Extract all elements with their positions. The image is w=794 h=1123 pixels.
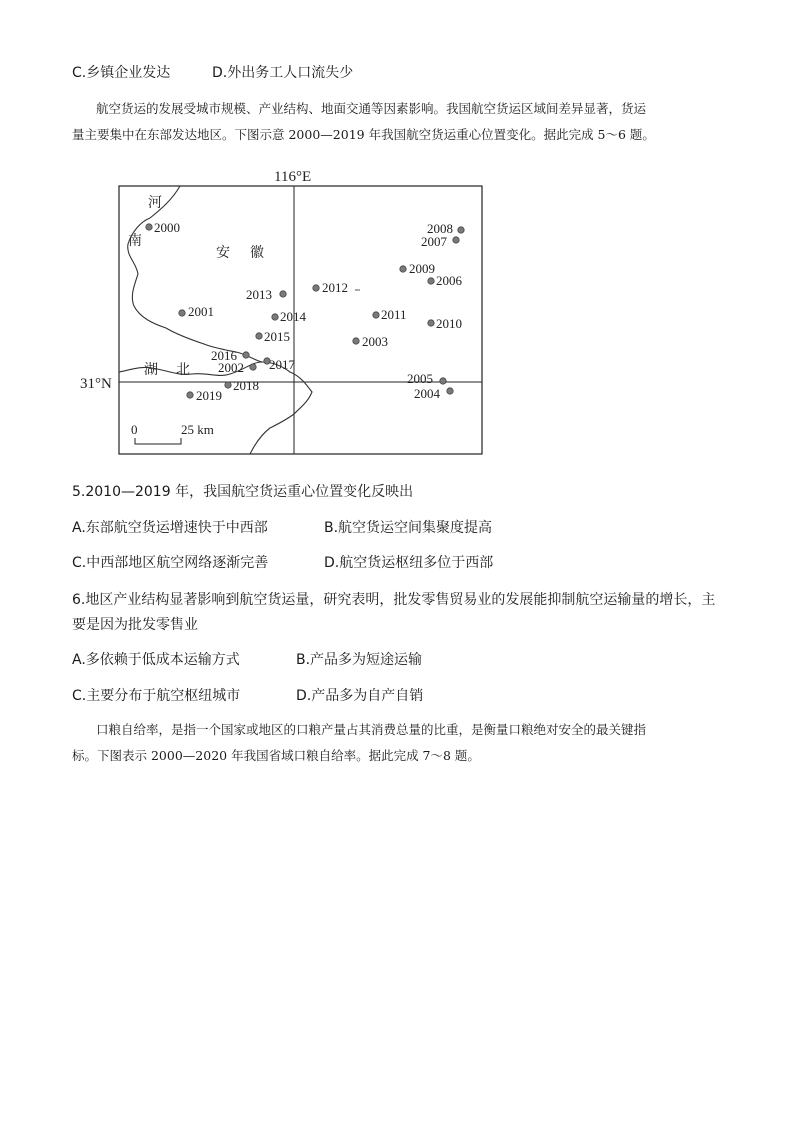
point-label-2003: 2003 <box>362 334 388 349</box>
q6-option-d: D.产品多为自产自销 <box>296 688 424 704</box>
lon-label: 116°E <box>274 169 312 185</box>
q5-option-b: B.航空货运空间集聚度提高 <box>324 520 493 536</box>
region-anhui-1: 安 <box>216 245 230 261</box>
point-2018 <box>225 382 231 388</box>
point-label-2013: 2013 <box>246 287 272 302</box>
cargo-center-map <box>0 0 794 470</box>
point-label-2005: 2005 <box>407 371 433 386</box>
point-2010 <box>428 320 434 326</box>
point-2002 <box>250 364 256 370</box>
point-label-2006: 2006 <box>436 273 462 288</box>
option-c-prev: C.乡镇企业发达 <box>72 65 171 81</box>
point-2013 <box>280 291 286 297</box>
point-2007 <box>453 237 459 243</box>
point-label-2007: 2007 <box>421 234 447 249</box>
point-label-2014: 2014 <box>280 309 306 324</box>
point-2001 <box>179 310 185 316</box>
region-hubei-1: 湖 <box>144 362 158 378</box>
lat-label: 31°N <box>80 376 112 392</box>
point-label-2017: 2017 <box>269 357 295 372</box>
point-2004 <box>447 388 453 394</box>
point-label-2012: 2012 <box>322 280 348 295</box>
region-henan-1: 河 <box>148 195 162 211</box>
point-label-2010: 2010 <box>436 316 462 331</box>
scale-zero: 0 <box>131 422 138 437</box>
passage2-line1: 口粮自给率，是指一个国家或地区的口粮产量占其消费总量的比重，是衡量口粮绝对安全的最关键指 <box>96 722 647 737</box>
point-label-2016: 2016 <box>211 348 237 363</box>
point-2008 <box>458 227 464 233</box>
province-boundary-henan <box>128 186 262 362</box>
point-2015 <box>256 333 262 339</box>
passage1-line2: 量主要集中在东部发达地区。下图示意 2000—2019 年我国航空货运重心位置变化。据此完成 5～6 题。 <box>72 127 655 142</box>
point-2009 <box>400 266 406 272</box>
point-2019 <box>187 392 193 398</box>
option-d-prev: D.外出务工人口流失少 <box>212 65 354 81</box>
point-2012 <box>313 285 319 291</box>
scale-distance: 25 km <box>181 422 214 437</box>
point-2016 <box>243 352 249 358</box>
q6-option-a: A.多依赖于低成本运输方式 <box>72 652 240 668</box>
point-2003 <box>353 338 359 344</box>
point-label-2015: 2015 <box>264 329 290 344</box>
point-label-2001: 2001 <box>188 304 214 319</box>
point-label-2004: 2004 <box>414 386 440 401</box>
year-points-group <box>146 220 464 403</box>
region-henan-2: 南 <box>128 233 142 249</box>
q6-option-b: B.产品多为短途运输 <box>296 652 423 668</box>
q6-stem-line2: 要是因为批发零售业 <box>72 617 198 633</box>
q6-stem-line1: 6.地区产业结构显著影响到航空货运量，研究表明，批发零售贸易业的发展能抑制航空运输量的增长，主 <box>72 592 716 608</box>
q5-option-a: A.东部航空货运增速快于中西部 <box>72 520 268 536</box>
point-label-2019: 2019 <box>196 388 222 403</box>
passage2-line2: 标。下图表示 2000—2020 年我国省域口粮自给率。据此完成 7～8 题。 <box>72 748 480 763</box>
scale-bar <box>135 438 181 444</box>
point-label-2008: 2008 <box>427 221 453 236</box>
point-2006 <box>428 278 434 284</box>
q6-option-c: C.主要分布于航空枢纽城市 <box>72 688 241 704</box>
point-2011 <box>373 312 379 318</box>
q5-option-c: C.中西部地区航空网络逐渐完善 <box>72 555 269 571</box>
region-hubei-2: 北 <box>176 362 190 378</box>
point-label-2018: 2018 <box>233 378 259 393</box>
point-2014 <box>272 314 278 320</box>
point-2005 <box>440 378 446 384</box>
point-2000 <box>146 224 152 230</box>
point-label-2000: 2000 <box>154 220 180 235</box>
region-anhui-2: 徽 <box>250 245 264 261</box>
q5-option-d: D.航空货运枢纽多位于西部 <box>324 555 494 571</box>
q5-stem: 5.2010—2019 年，我国航空货运重心位置变化反映出 <box>72 484 414 500</box>
passage1-line1: 航空货运的发展受城市规模、产业结构、地面交通等因素影响。我国航空货运区域间差异显著，货运 <box>96 101 647 116</box>
point-label-2002: 2002 <box>218 360 244 375</box>
point-label-2011: 2011 <box>381 307 407 322</box>
point-label-2009: 2009 <box>409 261 435 276</box>
